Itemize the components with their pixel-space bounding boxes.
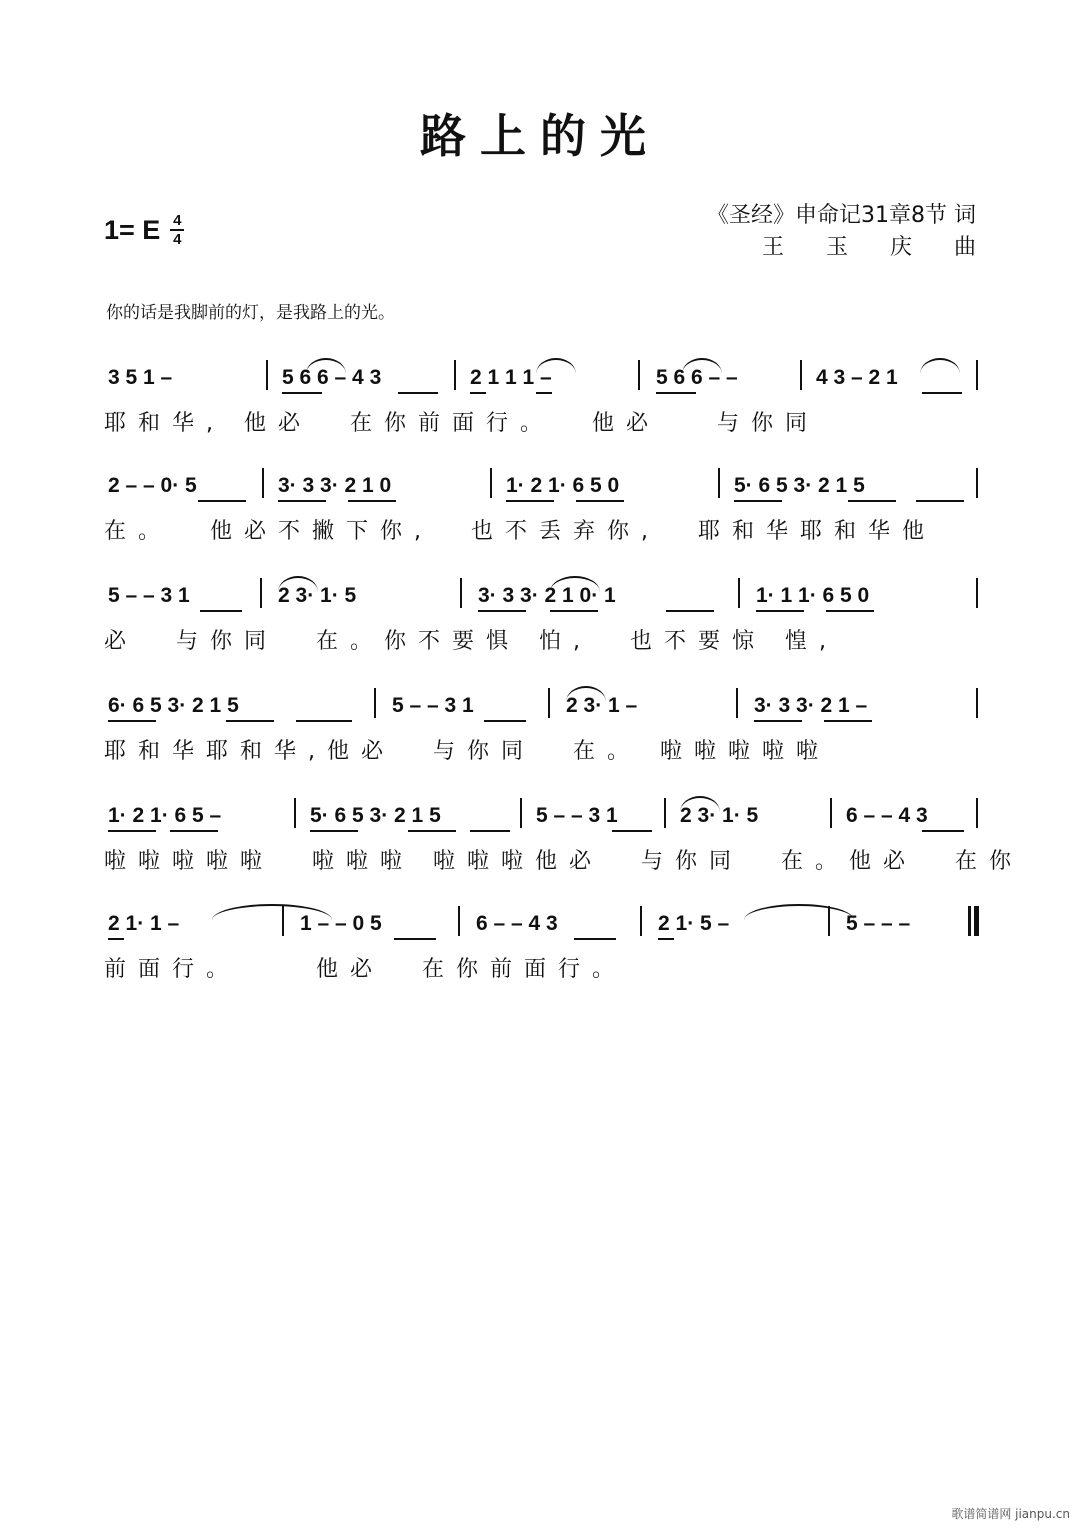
score-system-5 — [104, 796, 1023, 886]
time-denominator: 4 — [173, 231, 182, 248]
slur — [920, 358, 960, 374]
beam — [666, 610, 714, 612]
barline — [976, 688, 978, 718]
barline — [548, 688, 550, 718]
notes-row — [104, 466, 980, 506]
notes-row — [104, 686, 980, 726]
beam — [916, 500, 964, 502]
measure: 2 1· 5 – — [658, 912, 730, 935]
beam — [408, 830, 456, 832]
measure: 1 – – 0 5 — [300, 912, 382, 935]
beam — [734, 500, 782, 502]
measure: 1· 1 1· 6 5 0 — [756, 584, 870, 607]
barline — [638, 360, 640, 390]
barline — [490, 468, 492, 498]
barline — [718, 468, 720, 498]
key-signature — [104, 213, 184, 247]
slur — [682, 358, 722, 374]
beam — [282, 392, 322, 394]
beam — [658, 938, 674, 940]
measure: 1· 2 1· 6 5 0 — [506, 474, 620, 497]
beam — [170, 830, 218, 832]
measure: 2 1 1 1 – — [470, 366, 552, 389]
lyricist-credit: 《圣经》申命记31章8节 词 — [707, 203, 976, 228]
beam — [824, 720, 872, 722]
barline — [454, 360, 456, 390]
barline — [640, 906, 642, 936]
barline — [374, 688, 376, 718]
barline — [976, 578, 978, 608]
measure: 2 3· 1· 5 — [278, 584, 357, 607]
slur — [306, 358, 346, 374]
barline — [664, 798, 666, 828]
notes-row — [104, 796, 980, 836]
final-barline-thin — [968, 906, 971, 936]
measure: 5 6 6 – 4 3 — [282, 366, 382, 389]
beam — [574, 938, 616, 940]
slur — [680, 796, 720, 812]
barline — [976, 798, 978, 828]
lyrics-line: 啦啦啦啦啦 啦啦啦 啦啦啦他必 与你同 在。他必 在你 — [104, 849, 1023, 874]
barline — [294, 798, 296, 828]
beam — [226, 720, 274, 722]
measure: 3· 3 3· 2 1 0 — [278, 474, 392, 497]
lyrics-line: 耶和华, 他必 在你前面行。 他必 与你同 — [104, 411, 819, 436]
beam — [922, 392, 962, 394]
barline — [458, 906, 460, 936]
lyrics-line: 必 与你同 在。你不要惧 怕, 也不要惊 惶, — [104, 629, 838, 654]
watermark: 歌谱简谱网 jianpu.cn — [951, 1507, 1070, 1521]
beam — [470, 830, 510, 832]
lyrics-line: 耶和华耶和华,他必 与你同 在。 啦啦啦啦啦 — [104, 739, 830, 764]
beam — [656, 392, 696, 394]
beam — [200, 610, 242, 612]
beam — [550, 610, 598, 612]
notes-row — [104, 358, 980, 398]
score-system-2 — [104, 466, 980, 556]
measure: 5 – – 3 1 — [392, 694, 474, 717]
beam — [756, 610, 804, 612]
measure: 1· 2 1· 6 5 – — [108, 804, 222, 827]
slur — [550, 576, 600, 592]
song-title: 路上的光 — [420, 109, 660, 163]
barline — [736, 688, 738, 718]
beam — [108, 938, 124, 940]
barline — [282, 906, 284, 936]
barline — [830, 798, 832, 828]
measure: 5 – – – — [846, 912, 911, 935]
notes-row — [104, 904, 980, 944]
measure: 6· 6 5 3· 2 1 5 — [108, 694, 239, 717]
measure: 5 – – 3 1 — [536, 804, 618, 827]
measure: 3· 3 3· 2 1 – — [754, 694, 868, 717]
barline — [266, 360, 268, 390]
beam — [826, 610, 874, 612]
score-system-6 — [104, 904, 980, 994]
measure: 4 3 – 2 1 — [816, 366, 898, 389]
barline — [260, 578, 262, 608]
measure: 6 – – 4 3 — [476, 912, 558, 935]
measure: 2 3· 1· 5 — [680, 804, 759, 827]
beam — [394, 938, 436, 940]
time-signature — [170, 213, 184, 247]
beam — [278, 500, 326, 502]
beam — [536, 392, 552, 394]
credits — [707, 200, 1018, 264]
beam — [296, 720, 352, 722]
barline — [262, 468, 264, 498]
lyrics-line: 前面行。 他必 在你前面行。 — [104, 957, 626, 982]
time-numerator: 4 — [173, 212, 182, 229]
beam — [108, 830, 156, 832]
slur — [566, 686, 606, 702]
beam — [398, 392, 438, 394]
barline — [976, 468, 978, 498]
beam — [922, 830, 964, 832]
barline — [738, 578, 740, 608]
measure: 5· 6 5 3· 2 1 5 — [310, 804, 441, 827]
score-system-3 — [104, 576, 980, 666]
beam — [108, 720, 156, 722]
barline — [460, 578, 462, 608]
measure: 3· 3 3· 2 1 0· 1 — [478, 584, 616, 607]
beam — [470, 392, 486, 394]
epigraph: 你的话是我脚前的灯，是我路上的光。 — [106, 303, 395, 323]
beam — [506, 500, 554, 502]
beam — [198, 500, 246, 502]
barline — [976, 360, 978, 390]
score-system-4 — [104, 686, 980, 776]
beam — [754, 720, 802, 722]
slur — [536, 358, 576, 374]
measure: 6 – – 4 3 — [846, 804, 928, 827]
barline — [800, 360, 802, 390]
barline — [828, 906, 830, 936]
lyrics-line: 在。 他必不撇下你, 也不丢弃你, 耶和华耶和华他 — [104, 519, 936, 544]
composer-credit: 王玉庆曲 — [761, 235, 1018, 260]
measure: 5 – – 3 1 — [108, 584, 190, 607]
final-barline-thick — [974, 906, 979, 936]
measure: 3 5 1 – — [108, 366, 173, 389]
measure: 2 – – 0· 5 — [108, 474, 197, 497]
barline — [520, 798, 522, 828]
measure: 2 3· 1 – — [566, 694, 638, 717]
notes-row — [104, 576, 980, 616]
slur — [278, 576, 318, 592]
key-label: 1= E — [104, 214, 161, 245]
beam — [310, 830, 358, 832]
beam — [484, 720, 526, 722]
tie — [744, 904, 854, 920]
beam — [576, 500, 624, 502]
score-system-1 — [104, 358, 980, 448]
measure: 2 1· 1 – — [108, 912, 180, 935]
beam — [848, 500, 896, 502]
beam — [612, 830, 652, 832]
beam — [348, 500, 396, 502]
measure: 5· 6 5 3· 2 1 5 — [734, 474, 865, 497]
measure: 5 6 6 – – — [656, 366, 738, 389]
beam — [478, 610, 526, 612]
